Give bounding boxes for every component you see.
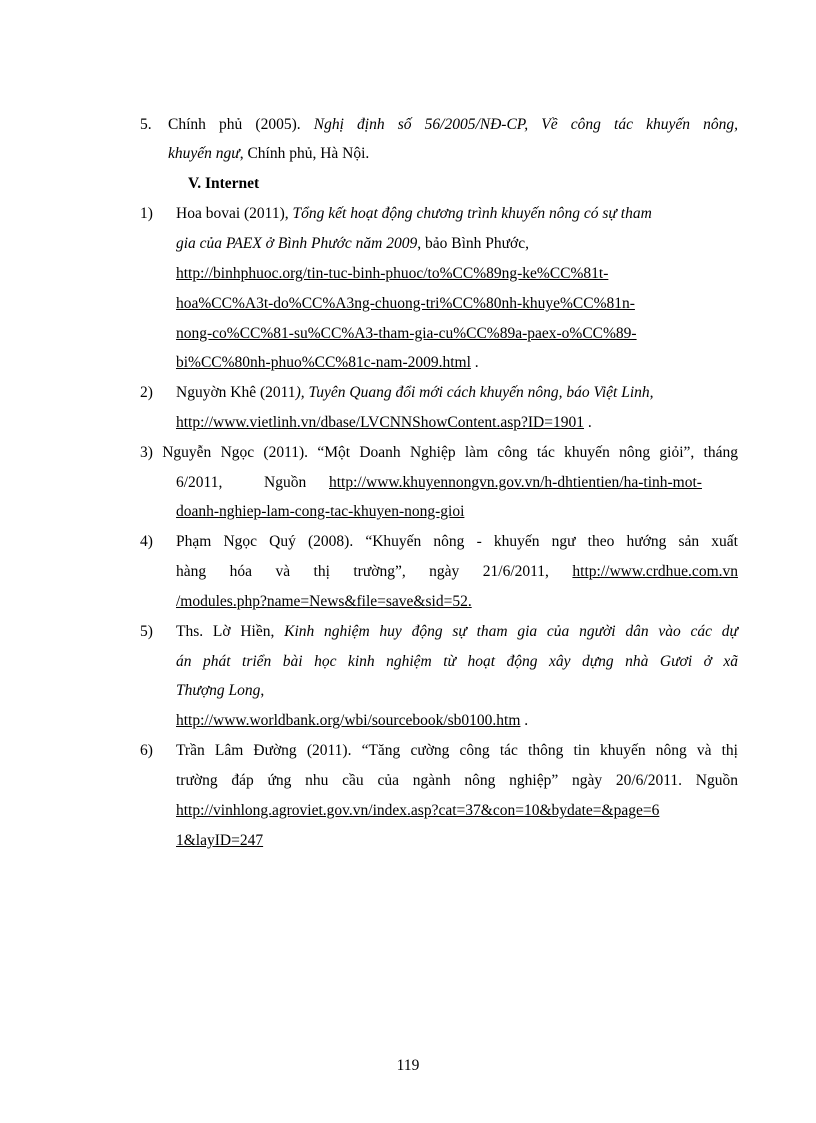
reference-url-line [176, 353, 479, 373]
reference-link[interactable]: hoa%CC%A3t-do%CC%A3ng-chuong-tri%CC%80nh-khuye%CC%81n- [176, 295, 635, 312]
reference-url-line [176, 324, 637, 344]
reference-line: Phạm Ngọc Quý (2008). “Khuyến nông - khuyến ngư theo hướng sản xuất [176, 533, 738, 550]
reference-line [168, 115, 738, 135]
reference-link[interactable]: bi%CC%80nh-phuo%CC%81c-nam-2009.html [176, 354, 471, 371]
reference-link[interactable]: nong-co%CC%81-su%CC%A3-tham-gia-cu%CC%89a-paex-o%CC%89- [176, 325, 637, 342]
reference-url-line [176, 801, 659, 821]
reference-link[interactable]: doanh-nghiep-lam-cong-tac-khuyen-nong-gioi [176, 503, 465, 520]
reference-title: gia của PAEX ở Bình Phước năm 2009 [176, 235, 418, 252]
reference-number: 6) [140, 742, 153, 759]
reference-number: 5. [140, 116, 152, 133]
reference-url-line [176, 831, 263, 851]
reference-punctuation: . [520, 712, 529, 729]
reference-title: án phát triển bài học kinh nghiệm từ hoạt động xây dựng nhà Gươi ở xã [176, 653, 738, 670]
reference-number: 4) [140, 533, 153, 550]
section-heading: V. Internet [188, 175, 260, 192]
reference-line [176, 681, 264, 701]
page-number: 119 [396, 1057, 420, 1074]
reference-title: Thượng Long [176, 682, 261, 699]
reference-title: ), Tuyên Quang đổi mới cách khuyến nông, báo Việt Linh, [295, 384, 654, 401]
reference-url-line [176, 413, 592, 433]
reference-line: Trần Lâm Đường (2011). “Tăng cường công tác thông tin khuyến nông và thị [176, 742, 738, 759]
reference-author: Ths. Lờ Hiền, [176, 623, 285, 640]
reference-link[interactable]: http://www.vietlinh.vn/dbase/LVCNNShowContent.asp?ID=1901 [176, 414, 584, 431]
reference-number: 5) [140, 623, 153, 640]
reference-line: trường đáp ứng nhu cầu của ngành nông nghiệp” ngày 20/6/2011. Nguồn [176, 772, 738, 789]
reference-url-line [176, 502, 464, 522]
reference-line [176, 562, 738, 582]
reference-line [176, 204, 652, 224]
reference-url-line [176, 294, 635, 314]
reference-link[interactable]: http://vinhlong.agroviet.gov.vn/index.asp?cat=37&con=10&bydate=&page=6 [176, 802, 660, 819]
reference-source-label: Nguồn [264, 474, 307, 491]
reference-link[interactable]: http://www.khuyennongvn.gov.vn/h-dhtientien/ha-tinh-mot- [329, 474, 702, 491]
reference-link[interactable]: 1&layID=247 [176, 832, 264, 849]
reference-title: Tổng kết hoạt động chương trình khuyến nông có sự tham [292, 205, 652, 222]
reference-title: Kinh nghiệm huy động sự tham gia của người dân vào các dự [284, 623, 739, 640]
reference-author: Nguyờn Khê (2011 [176, 384, 296, 401]
reference-line [176, 383, 654, 403]
reference-number: 2) [140, 384, 153, 401]
reference-punctuation: . [470, 354, 479, 371]
reference-line [168, 144, 369, 164]
reference-author: Chính phủ (2005). [168, 116, 314, 133]
reference-date: 6/2011, [176, 474, 223, 491]
reference-title: khuyến ngư [168, 145, 240, 162]
reference-publisher: , bảo Bình Phước, [417, 235, 529, 252]
reference-line [176, 622, 738, 642]
reference-url-line [176, 711, 528, 731]
reference-number: 1) [140, 205, 153, 222]
reference-publisher: , Chính phủ, Hà Nội. [239, 145, 370, 162]
reference-link[interactable]: http://www.crdhue.com.vn [572, 563, 738, 580]
reference-link[interactable]: /modules.php?name=News&file=save&sid=52. [176, 593, 472, 610]
reference-punctuation: , [260, 682, 265, 699]
reference-title: Nghị định số 56/2005/NĐ-CP, Về công tác khuyến nông, [313, 116, 739, 133]
reference-url-line [176, 592, 472, 612]
reference-line [176, 234, 529, 254]
reference-punctuation: . [584, 414, 592, 431]
reference-link[interactable]: http://binhphuoc.org/tin-tuc-binh-phuoc/to%CC%89ng-ke%CC%81t- [176, 265, 609, 282]
reference-line: 3) Nguyễn Ngọc (2011). “Một Doanh Nghiệp làm công tác khuyến nông giỏi”, tháng [140, 444, 738, 461]
reference-url-line [329, 473, 702, 493]
reference-url-line [176, 264, 608, 284]
reference-text: hàng hóa và thị trường”, ngày 21/6/2011, [176, 563, 573, 580]
reference-author: Hoa bovai (2011), [176, 205, 293, 222]
reference-link[interactable]: http://www.worldbank.org/wbi/sourcebook/sb0100.htm [176, 712, 521, 729]
